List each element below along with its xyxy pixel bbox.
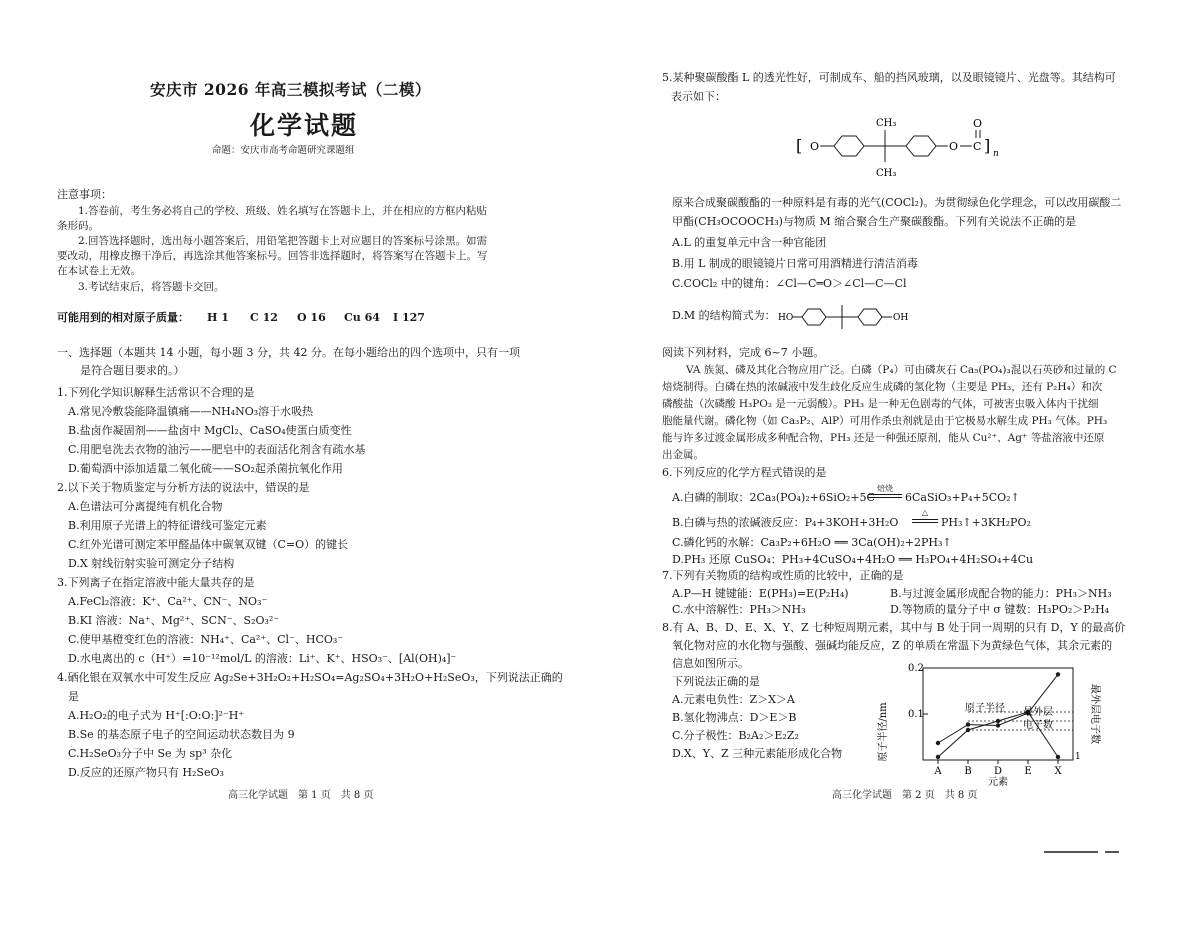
q6-option-d: D.PH₃ 还原 CuSO₄：PH₃+4CuSO₄+4H₂O ══ H₃PO₄+4H₂SO₄+4Cu	[672, 553, 1034, 566]
q1-option-d: D.葡萄酒中添加适量二氧化硫——SO₂起杀菌抗氧化作用	[68, 462, 343, 475]
series-1-point-X	[1056, 755, 1060, 759]
series-1-point-A	[936, 755, 940, 759]
q5-option-b: B.用 L 制成的眼镜镜片日常可用酒精进行清洁消毒	[672, 257, 918, 270]
passage-intro: 阅读下列材料，完成 6~7 小题。	[662, 346, 825, 359]
section1-line2: 是符合题目要求的。）	[80, 364, 185, 377]
notice-item2-line2: 要改动，用橡皮擦干净后，再选涂其他答案标号。回答非选择题时，将答案写在答题卡上。写	[57, 250, 488, 262]
q8-ask: 下列说法正确的是	[672, 675, 760, 688]
o-left-label: O	[810, 140, 820, 153]
atomic-mass-o: O 16	[297, 311, 326, 324]
q7-stem: 7.下列有关物质的结构或性质的比较中，正确的是	[662, 569, 904, 582]
y-tick-0.2: 0.2	[908, 663, 924, 674]
passage-line6: 出金属。	[662, 449, 704, 461]
o-right-label: O	[949, 140, 959, 153]
q6-a-arrow-bottom	[868, 497, 902, 498]
q7-option-c: C.水中溶解性：PH₃＞NH₃	[672, 603, 806, 616]
q8-line1: 8.有 A、B、D、E、X、Y、Z 七种短周期元素，其中与 B 处于同一周期的只有 D，Y 的最高价	[662, 621, 1126, 634]
y-tick-0.1: 0.1	[908, 709, 924, 720]
q6-option-b-right: PH₃↑+3KH₂PO₂	[941, 516, 1031, 529]
q8-option-c: C.分子极性：B₂A₂＞E₂Z₂	[672, 729, 799, 742]
x-tick-label-X: X	[1054, 766, 1062, 777]
y-axis-right-label: 最外层电子数	[1089, 684, 1100, 744]
carbonyl-o-label: O	[973, 117, 983, 130]
carbonyl-c-label: C	[973, 140, 982, 153]
passage-line4: 胞能量代谢。磷化物（如 Ca₃P₂、AlP）可用作杀虫剂就是由于它极易水解生成 PH₃ 气体。PH₃	[662, 415, 1108, 427]
q8-option-b: B.氢化物沸点：D＞E＞B	[672, 711, 797, 724]
series-label-radius: 原子半径	[965, 703, 1005, 714]
q6-option-a-left: A.白磷的制取：2Ca₃(PO₄)₂+6SiO₂+5C	[672, 491, 875, 504]
q6-a-condition: 焙烧	[877, 484, 893, 493]
notice-item3: 3.考试结束后，将答题卡交回。	[78, 281, 225, 293]
notice-heading: 注意事项：	[57, 188, 112, 201]
q2-option-a: A.色谱法可分离提纯有机化合物	[68, 500, 223, 513]
q8-line3: 信息如图所示。	[672, 657, 749, 670]
q3-option-a: A.FeCl₂溶液：K⁺、Ca²⁺、CN⁻、NO₃⁻	[68, 595, 268, 608]
q5-option-a: A.L 的重复单元中含一种官能团	[672, 236, 827, 249]
passage-line1: VA 族氮、磷及其化合物应用广泛。白磷（P₄）可由磷灰石 Ca₅(PO₄)₃混以石英砂和过量的 C	[686, 364, 1117, 376]
q3-option-b: B.KI 溶液：Na⁺、Mg²⁺、SCN⁻、S₂O₃²⁻	[68, 614, 280, 627]
element-chart	[868, 660, 1118, 788]
q7-option-b: B.与过渡金属形成配合物的能力：PH₃＞NH₃	[890, 587, 1112, 600]
q8-line2: 氧化物对应的水化物与强酸、强碱均能反应，Z 的单质在常温下为黄绿色气体，其余元素的	[672, 639, 1113, 652]
q4-option-c: C.H₂SeO₃分子中 Se 为 sp³ 杂化	[68, 747, 233, 760]
notice-item1-line1: 1.答卷前，考生务必将自己的学校、班级、姓名填写在答题卡上，并在相应的方框内粘贴	[78, 205, 488, 217]
q6-option-c: C.磷化钙的水解：Ca₃P₂+6H₂O ══ 3Ca(OH)₂+2PH₃↑	[672, 536, 952, 549]
q5-stem-line1: 5.某种聚碳酸酯 L 的透光性好，可制成车、船的挡风玻璃，以及眼镜镜片、光盘等。其结构可	[662, 71, 1116, 84]
scan-mark-1	[1044, 851, 1098, 853]
polycarbonate-structure	[790, 110, 1110, 185]
q3-option-d: D.水电离出的 c（H⁺）=10⁻¹²mol/L 的溶液：Li⁺、K⁺、HSO₃⁻、[Al(OH)₄]⁻	[68, 652, 457, 665]
passage-line2: 焙烧制得。白磷在热的浓碱液中发生歧化反应生成磷的氢化物（主要是 PH₃，还有 P₂H₄）和次	[662, 381, 1103, 393]
q1-option-b: B.盐卤作凝固剂——盐卤中 MgCl₂、CaSO₄使蛋白质变性	[68, 424, 352, 437]
q6-a-arrow-top	[868, 494, 902, 495]
benzene-ring-left	[834, 136, 864, 156]
notice-item1-line2: 条形码。	[57, 220, 99, 232]
q4-option-b: B.Se 的基态原子电子的空间运动状态数目为 9	[68, 728, 295, 741]
x-axis-label: 元素	[988, 777, 1008, 788]
right-page-footer: 高三化学试题 第 2 页 共 8 页	[832, 790, 978, 801]
benzene-ring-right	[906, 136, 936, 156]
ho-label: HO	[778, 313, 794, 323]
q2-stem: 2.以下关于物质鉴定与分析方法的说法中，错误的是	[57, 481, 310, 494]
series-0-point-A	[936, 741, 940, 745]
q6-stem: 6.下列反应的化学方程式错误的是	[662, 466, 827, 479]
q7-option-d: D.等物质的量分子中 σ 键数：H₃PO₂＞P₂H₄	[890, 603, 1110, 616]
q6-b-arrow-top	[912, 519, 938, 520]
bracket-left: [	[796, 136, 803, 155]
q5-option-c: C.COCl₂ 中的键角：∠Cl—C═O＞∠Cl—C—Cl	[672, 277, 907, 290]
exam-title: 安庆市 2026 年高三模拟考试（二模）	[150, 80, 431, 99]
q8-option-d: D.X、Y、Z 三种元素能形成化合物	[672, 747, 843, 760]
q1-stem: 1.下列化学知识解释生活常识不合理的是	[57, 386, 255, 399]
q8-option-a: A.元素电负性：Z＞X＞A	[672, 693, 795, 706]
right-page	[600, 0, 1200, 925]
notice-item2-line1: 2.回答选择题时，选出每小题答案后，用铅笔把答题卡上对应题目的答案标号涂黑。如需	[78, 235, 488, 247]
x-tick-label-A: A	[934, 766, 942, 777]
atomic-mass-label: 可能用到的相对原子质量：	[57, 311, 189, 324]
q4-option-a: A.H₂O₂的电子式为 H⁺[:O:O:]²⁻H⁺	[68, 709, 245, 722]
q5-option-d: D.M 的结构简式为：	[672, 309, 776, 322]
q3-stem: 3.下列离子在指定溶液中能大量共存的是	[57, 576, 255, 589]
q4-option-d: D.反应的还原产物只有 H₂SeO₃	[68, 766, 224, 779]
q1-option-c: C.用肥皂洗去衣物的油污——肥皂中的表面活化剂含有疏水基	[68, 443, 366, 456]
q6-option-a-right: 6CaSiO₃+P₄+5CO₂↑	[905, 491, 1020, 504]
q1-option-a: A.常见冷敷袋能降温镇痛——NH₄NO₃溶于水吸热	[68, 405, 314, 418]
q4-stem-line1: 4.硒化银在双氧水中可发生反应 Ag₂Se+3H₂O₂+H₂SO₄=Ag₂SO₄+3H₂O+H₂SeO₃，下列说法正确的	[57, 671, 563, 684]
series-0-point-D	[996, 723, 1000, 727]
m-benzene-left	[802, 309, 826, 325]
passage-line3: 磷酸盐（次磷酸 H₃PO₂ 是一元弱酸）。PH₃ 是一种无色剧毒的气体，可被害虫吸入体内干扰细	[662, 398, 1099, 410]
x-tick-label-D: D	[993, 766, 1003, 777]
bracket-right: ]	[984, 136, 991, 155]
q5-stem-line2: 表示如下：	[671, 90, 726, 103]
y-axis-label: 原子半径/nm	[878, 702, 889, 762]
q3-option-c: C.使甲基橙变红色的溶液：NH₄⁺、Ca²⁺、Cl⁻、HCO₃⁻	[68, 633, 344, 646]
left-page-footer: 高三化学试题 第 1 页 共 8 页	[228, 790, 374, 801]
atomic-mass-c: C 12	[250, 311, 278, 324]
series-line-1	[938, 712, 1058, 757]
q2-option-d: D.X 射线衍射实验可测定分子结构	[68, 557, 235, 570]
ch3-bottom-label: CH₃	[876, 168, 897, 179]
q2-option-c: C.红外光谱可测定苯甲醛晶体中碳氧双键（C=O）的键长	[68, 538, 349, 551]
q4-stem-line2: 是	[68, 690, 79, 703]
series-label-electrons-1: 最外层	[1023, 707, 1053, 718]
q6-option-b-left: B.白磷与热的浓碱液反应：P₄+3KOH+3H₂O	[672, 516, 899, 529]
x-tick-label-B: B	[964, 766, 972, 777]
notice-item2-line3: 在本试卷上无效。	[57, 265, 141, 277]
oh-label: OH	[893, 313, 909, 323]
atomic-mass-i: I 127	[393, 311, 425, 324]
q5-para-line2: 甲酯(CH₃OCOOCH₃)与物质 M 缩合聚合生产聚碳酸酯。下列有关说法不正确的是	[672, 215, 1077, 228]
series-label-electrons-2: 电子数	[1023, 720, 1053, 731]
q6-b-condition: △	[921, 508, 929, 517]
atomic-mass-h: H 1	[207, 311, 229, 324]
section1-line1: 一、选择题（本题共 14 小题，每小题 3 分，共 42 分。在每小题给出的四个选项中，只有一项	[57, 346, 520, 359]
m-benzene-right	[858, 309, 882, 325]
author-line: 命题：安庆市高考命题研究课题组	[212, 145, 355, 156]
passage-line5: 能与许多过渡金属形成多种配合物，PH₃ 还是一种强还原剂，能从 Cu²⁺、Ag⁺ 等盐溶液中还原	[662, 432, 1105, 444]
q6-b-arrow-bottom	[912, 522, 938, 523]
series-0-point-B	[966, 722, 970, 726]
repeat-n-label: n	[993, 149, 999, 159]
subject-title: 化学试题	[250, 111, 359, 140]
scan-mark-2	[1105, 851, 1119, 853]
q5-para-line1: 原来合成聚碳酸酯的一种原料是有毒的光气(COCl₂)。为贯彻绿色化学理念，可以改用碳酸二	[672, 196, 1122, 209]
bisphenol-structure	[776, 296, 926, 338]
x-tick-label-E: E	[1024, 766, 1032, 777]
q7-option-a: A.P—H 键键能：E(PH₃)=E(P₂H₄)	[672, 587, 849, 600]
series-0-point-X	[1056, 672, 1060, 676]
right-tick-1: 1	[1075, 752, 1081, 762]
ch3-top-label: CH₃	[876, 118, 897, 129]
atomic-mass-cu: Cu 64	[344, 311, 380, 324]
q2-option-b: B.利用原子光谱上的特征谱线可鉴定元素	[68, 519, 267, 532]
